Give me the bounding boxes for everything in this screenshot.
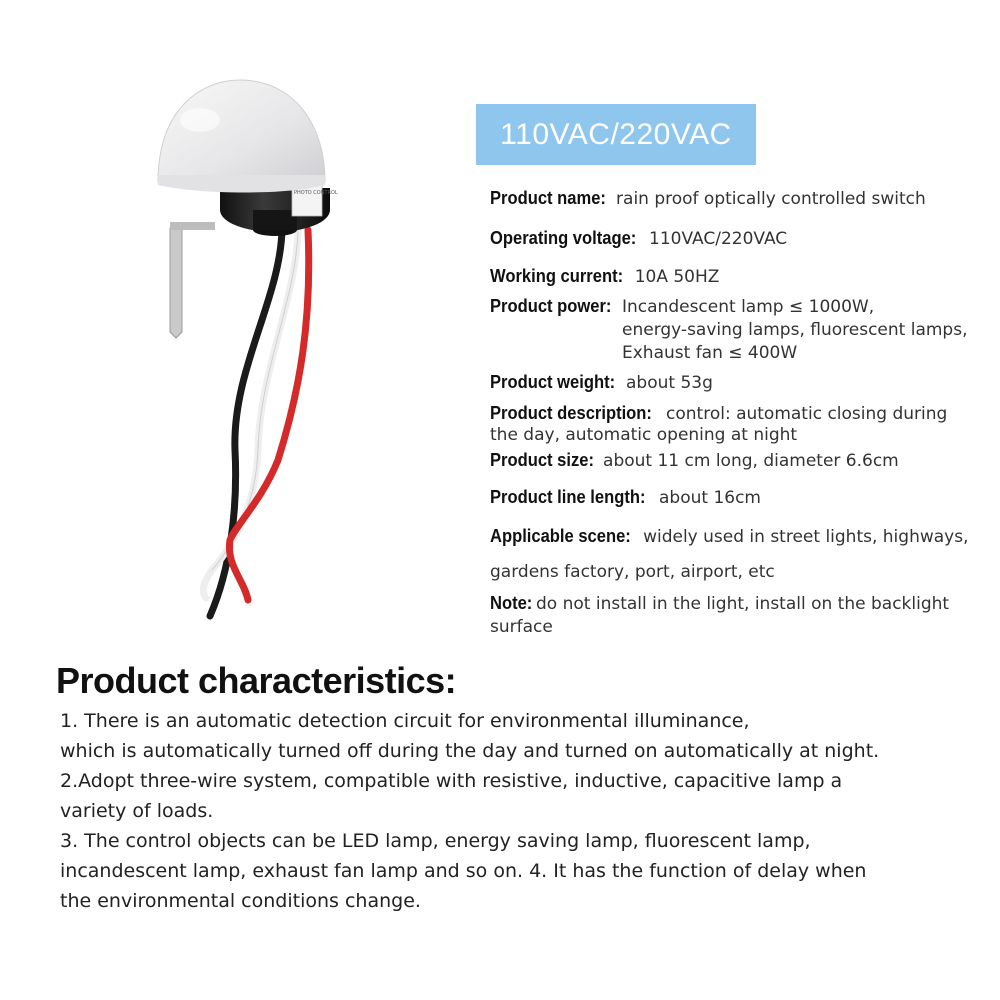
spec-working-current bbox=[490, 266, 719, 288]
voltage-badge: 110VAC/220VAC bbox=[476, 104, 756, 165]
spec-value: control: automatic closing during bbox=[666, 404, 948, 424]
spec-applicable-scene-cont bbox=[490, 562, 775, 583]
characteristics-line: incandescent lamp, exhaust fan lamp and so on. 4. It has the function of delay when bbox=[60, 860, 867, 882]
characteristics-line: variety of loads. bbox=[60, 800, 214, 822]
spec-line-length bbox=[490, 487, 761, 509]
spec-label: Product description: bbox=[490, 403, 652, 423]
spec-label: Product power: bbox=[490, 296, 612, 316]
spec-value: do not install in the light, install on the backlight bbox=[536, 594, 950, 614]
characteristics-line: 3. The control objects can be LED lamp, energy saving lamp, fluorescent lamp, bbox=[60, 830, 811, 852]
spec-product-name bbox=[490, 188, 926, 210]
spec-product-size bbox=[490, 450, 899, 472]
spec-label: Product name: bbox=[490, 188, 606, 208]
translucent-dome bbox=[158, 80, 325, 182]
spec-label: Product line length: bbox=[490, 487, 646, 507]
characteristics-line: the environmental conditions change. bbox=[60, 890, 421, 912]
spec-note-cont bbox=[490, 617, 553, 638]
characteristics-line: 2.Adopt three-wire system, compatible with resistive, inductive, capacitive lamp a bbox=[60, 770, 843, 792]
photocell-switch-image bbox=[140, 70, 360, 630]
characteristics-body bbox=[60, 706, 879, 916]
spec-product-description bbox=[490, 403, 947, 425]
spec-note bbox=[490, 593, 949, 615]
spec-value: energy-saving lamps, fluorescent lamps, bbox=[622, 320, 968, 340]
spec-operating-voltage bbox=[490, 228, 787, 250]
spec-label: Product size: bbox=[490, 450, 594, 470]
spec-value: about 16cm bbox=[659, 488, 761, 508]
spec-value: about 53g bbox=[626, 373, 713, 393]
spec-label: Note: bbox=[490, 593, 533, 613]
spec-value: Exhaust fan ≤ 400W bbox=[622, 343, 798, 363]
spec-value: the day, automatic opening at night bbox=[490, 425, 798, 445]
characteristics-title: Product characteristics: bbox=[56, 660, 457, 701]
spec-label: Operating voltage: bbox=[490, 228, 637, 248]
characteristics-line: which is automatically turned off during the day and turned on automatically at night. bbox=[60, 740, 880, 762]
spec-applicable-scene bbox=[490, 526, 969, 548]
spec-value: widely used in street lights, highways, bbox=[643, 527, 969, 547]
spec-value: gardens factory, port, airport, etc bbox=[490, 562, 775, 582]
spec-power-values bbox=[622, 296, 967, 365]
spec-product-power bbox=[490, 296, 622, 318]
spec-product-weight bbox=[490, 372, 713, 394]
wire-white-outline bbox=[212, 230, 298, 570]
device-label: PHOTO CONTROL bbox=[294, 190, 338, 196]
spec-label: Working current: bbox=[490, 266, 624, 286]
spec-product-description-cont bbox=[490, 425, 797, 446]
wire-white bbox=[203, 230, 298, 598]
spec-value: 110VAC/220VAC bbox=[649, 229, 788, 249]
spec-value: about 11 cm long, diameter 6.6cm bbox=[603, 451, 899, 471]
mounting-bracket bbox=[170, 228, 182, 338]
spec-label: Product weight: bbox=[490, 372, 616, 392]
characteristics-line: 1. There is an automatic detection circuit for environmental illuminance, bbox=[60, 710, 750, 732]
spec-value: rain proof optically controlled switch bbox=[616, 189, 926, 209]
spec-label: Applicable scene: bbox=[490, 526, 631, 546]
spec-value: surface bbox=[490, 617, 553, 637]
spec-value: Incandescent lamp ≤ 1000W, bbox=[622, 297, 875, 317]
spec-value: 10A 50HZ bbox=[634, 267, 720, 287]
